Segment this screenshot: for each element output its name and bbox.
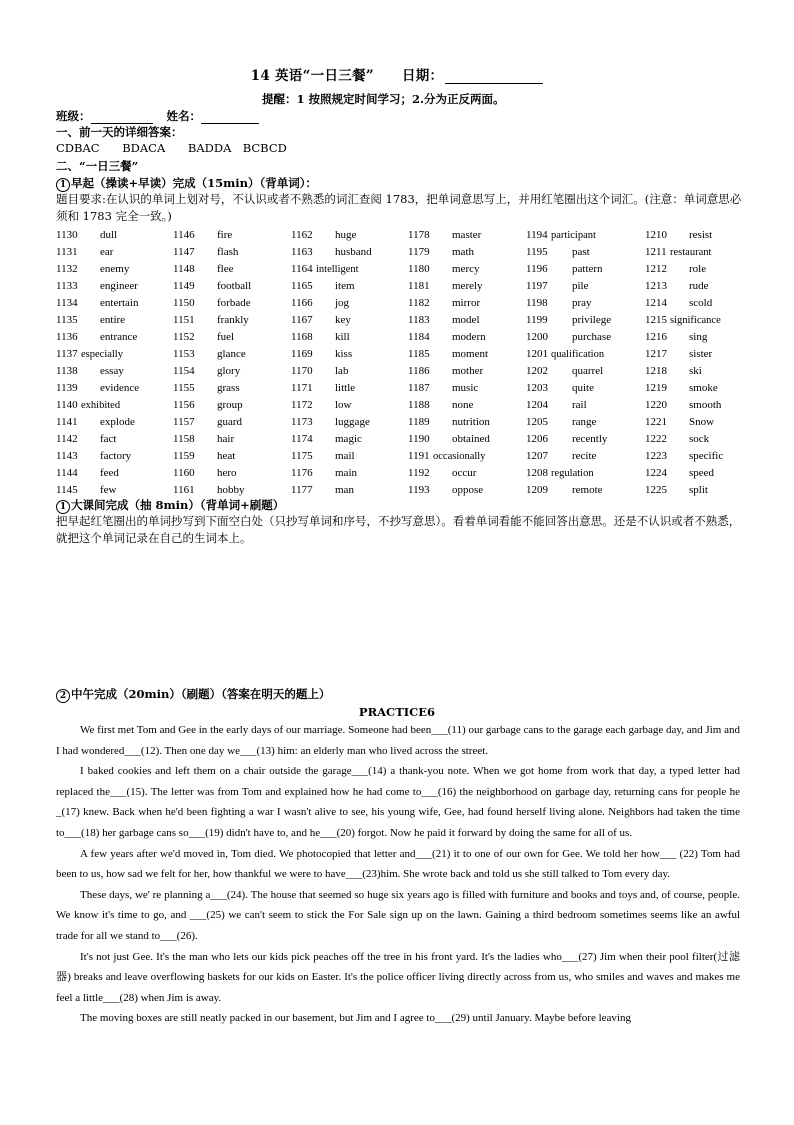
word-number: 1213 — [645, 280, 667, 292]
word-number: 1151 — [173, 314, 195, 326]
part3-heading-text: 中午完成（20min）（刷题）（答案在明天的题上） — [71, 687, 331, 701]
word[interactable]: mirror — [452, 297, 481, 309]
word-number: 1181 — [408, 280, 430, 292]
word[interactable]: flash — [217, 246, 239, 258]
word[interactable]: guard — [217, 416, 243, 428]
word-number: 1199 — [526, 314, 548, 326]
word-number: 1193 — [408, 484, 430, 496]
word-number: 1186 — [408, 365, 430, 377]
word-row — [56, 329, 746, 346]
word[interactable]: scold — [689, 297, 713, 309]
part1-heading — [56, 175, 317, 192]
section1-heading: 一、前一天的详细答案： — [56, 125, 183, 139]
word-row — [56, 312, 746, 329]
word[interactable]: merely — [452, 280, 483, 292]
word[interactable]: dull — [100, 229, 118, 241]
word[interactable]: glance — [217, 348, 246, 360]
word[interactable]: pray — [572, 297, 592, 309]
word-number: 1138 — [56, 365, 78, 377]
word-number: 1130 — [56, 229, 78, 241]
word-number: 1203 — [526, 382, 548, 394]
word[interactable]: purchase — [572, 331, 612, 343]
word-number: 1198 — [526, 297, 548, 309]
word-number: 1212 — [645, 263, 667, 275]
title-text: 14 英语“一日三餐” — [250, 68, 374, 84]
word-number: 1210 — [645, 229, 667, 241]
word-number: 1200 — [526, 331, 548, 343]
page-title — [0, 64, 794, 84]
word[interactable]: recently — [572, 433, 608, 445]
word[interactable]: intelligent — [316, 264, 359, 275]
word[interactable]: Snow — [689, 416, 715, 428]
word[interactable]: obtained — [452, 433, 490, 445]
word[interactable]: recite — [572, 450, 597, 462]
word[interactable]: restaurant — [670, 247, 712, 258]
word-number: 1164 — [291, 263, 313, 275]
word-number: 1172 — [291, 399, 313, 411]
word[interactable]: low — [335, 399, 352, 411]
word[interactable]: math — [452, 246, 474, 258]
word-number: 1223 — [645, 450, 667, 462]
word-number: 1132 — [56, 263, 78, 275]
word[interactable]: ear — [100, 246, 114, 258]
word-number: 1207 — [526, 450, 548, 462]
part2-heading-text: 大课间完成（抽 8min）（背单词+刷题） — [71, 498, 285, 512]
word[interactable]: specific — [689, 450, 724, 462]
word-number: 1202 — [526, 365, 548, 377]
word[interactable]: heat — [217, 450, 236, 462]
word-number: 1211 — [645, 246, 667, 258]
word-number: 1185 — [408, 348, 430, 360]
word-number: 1175 — [291, 450, 313, 462]
circled-number: 1 — [56, 178, 70, 192]
word-number: 1143 — [56, 450, 78, 462]
word-number: 1224 — [645, 467, 667, 479]
word-number: 1156 — [173, 399, 195, 411]
word-number: 1188 — [408, 399, 430, 411]
word-number: 1136 — [56, 331, 78, 343]
word[interactable]: frankly — [217, 314, 249, 326]
name-blank[interactable] — [201, 111, 259, 124]
word[interactable]: quite — [572, 382, 594, 394]
word[interactable]: huge — [335, 229, 357, 241]
word-number: 1159 — [173, 450, 195, 462]
word[interactable]: model — [452, 314, 480, 326]
word[interactable]: little — [335, 382, 356, 394]
word-number: 1191 — [408, 450, 430, 462]
word-number: 1146 — [173, 229, 195, 241]
word[interactable]: jog — [335, 297, 350, 309]
word[interactable]: entertain — [100, 297, 139, 309]
word-row — [56, 278, 746, 295]
word-number: 1149 — [173, 280, 195, 292]
word[interactable]: essay — [100, 365, 124, 377]
word[interactable]: regulation — [551, 468, 594, 479]
word[interactable]: kill — [335, 331, 350, 343]
word-number: 1192 — [408, 467, 430, 479]
word-number: 1150 — [173, 297, 195, 309]
word-number: 1160 — [173, 467, 195, 479]
word-number: 1167 — [291, 314, 313, 326]
word[interactable]: enemy — [100, 263, 130, 275]
word[interactable]: grass — [217, 382, 240, 394]
part2-instruction: 把早起红笔圈出的单词抄写到下面空白处（只抄写单词和序号，不抄写意思）。看着单词看能不能回答出意思。还是不认识或者不熟悉，就把这个单词记录在自己的生词本上。 — [56, 514, 741, 545]
part2-heading — [56, 497, 284, 514]
word[interactable]: hair — [217, 433, 235, 445]
word-number: 1205 — [526, 416, 548, 428]
word-number: 1177 — [291, 484, 313, 496]
word-number: 1219 — [645, 382, 667, 394]
word-row — [56, 414, 746, 431]
word[interactable]: remote — [572, 484, 603, 496]
word-row — [56, 465, 746, 482]
word[interactable]: past — [572, 246, 590, 258]
word-number: 1180 — [408, 263, 430, 275]
word[interactable]: forbade — [217, 297, 251, 309]
word[interactable]: oppose — [452, 484, 484, 496]
word-number: 1142 — [56, 433, 78, 445]
word[interactable]: engineer — [100, 280, 138, 292]
word-number: 1152 — [173, 331, 195, 343]
word-row — [56, 397, 746, 414]
date-label: 日期： — [401, 68, 444, 84]
word-number: 1189 — [408, 416, 430, 428]
passage-paragraph: It's not just Gee. It's the man who lets our kids pick peaches off the tree in his front yard. It's the ladies who___(27) Jim when their pool filter(过滤器) breaks and leave overflowing baskets for our kids on Easter. It's the police officer living directly across from us, who smiles and waves and makes me feel a little___(28) when Jim is away. — [56, 950, 740, 1004]
word-number: 1169 — [291, 348, 313, 360]
word-number: 1221 — [645, 416, 667, 428]
word-number: 1225 — [645, 484, 667, 496]
word[interactable]: luggage — [335, 416, 370, 428]
word-number: 1163 — [291, 246, 313, 258]
word[interactable]: music — [452, 382, 479, 394]
word-number: 1166 — [291, 297, 313, 309]
word-number: 1154 — [173, 365, 195, 377]
passage-paragraph: We first met Tom and Gee in the early days of our marriage. Someone had been___(11) our garbage cans to the garage each garbage day, and Jim and I had wondered___(12). Then one day we___(13) him: an elderly man who lived across the street. — [56, 724, 740, 757]
word-number: 1197 — [526, 280, 548, 292]
practice-passage — [56, 720, 740, 1029]
section2-heading: 二、“一日三餐” — [56, 159, 139, 173]
passage-paragraph: I baked cookies and left them on a chair outside the garage___(14) a thank-you note. When we got home from work that day, a typed letter had replaced the___(15). The letter was from Tom and explained how he had come to___(16) the neighborhood on garbage day, returning cans for people he _(17) knew. Back when he'd been fighting a war I wasn't alive to see, his young wife, Gee, had found herself living alone. Neighbors had taken the time to___(18) her garbage cans so___(19) didn't have to, and he___(20) forgot. Now he paid it forward by doing the same for all of us. — [56, 765, 740, 839]
passage-paragraph: These days, we' re planning a___(24). The house that seemed so huge six years ago is filled with furniture and books and toys and, of course, people. We know it's time to go, and ___(25) we can't seem to stick the For Sale sign up on the lawn. Gaining a third bedroom sometimes seems like an awful trade for all we stand to___(26). — [56, 888, 740, 942]
practice-title: PRACTICE6 — [358, 705, 436, 719]
class-blank[interactable] — [91, 111, 153, 124]
word-number: 1209 — [526, 484, 548, 496]
word-number: 1170 — [291, 365, 313, 377]
word-number: 1171 — [291, 382, 313, 394]
word[interactable]: few — [100, 484, 117, 496]
word-number: 1147 — [173, 246, 195, 258]
word-row — [56, 227, 746, 244]
word-number: 1134 — [56, 297, 78, 309]
word-row — [56, 295, 746, 312]
word[interactable]: sock — [689, 433, 710, 445]
word-number: 1218 — [645, 365, 667, 377]
class-label: 班级： — [56, 109, 91, 123]
word[interactable]: mercy — [452, 263, 480, 275]
word[interactable]: significance — [670, 315, 721, 326]
student-info — [56, 108, 259, 124]
word[interactable]: occur — [452, 467, 477, 479]
word[interactable]: man — [335, 484, 354, 496]
word-number: 1204 — [526, 399, 548, 411]
word[interactable]: hobby — [217, 484, 245, 496]
word-number: 1174 — [291, 433, 313, 445]
word[interactable]: resist — [689, 229, 713, 241]
part1-heading-text: 早起（操读+早读）完成（15min）（背单词）： — [71, 176, 318, 190]
word-number: 1216 — [645, 331, 667, 343]
word-number: 1194 — [526, 229, 548, 241]
word[interactable]: kiss — [335, 348, 353, 360]
word[interactable]: master — [452, 229, 482, 241]
word[interactable]: participant — [551, 230, 596, 241]
word-number: 1196 — [526, 263, 548, 275]
word-number: 1187 — [408, 382, 430, 394]
word[interactable]: sing — [689, 331, 708, 343]
word-number: 1184 — [408, 331, 430, 343]
word-number: 1131 — [56, 246, 78, 258]
word[interactable]: lab — [335, 365, 349, 377]
word-list-table — [56, 227, 746, 499]
copy-area[interactable] — [56, 550, 742, 680]
part3-heading — [56, 686, 330, 703]
word-number: 1157 — [173, 416, 195, 428]
word[interactable]: fuel — [217, 331, 235, 343]
word-number: 1176 — [291, 467, 313, 479]
word[interactable]: especially — [81, 349, 123, 360]
word-row — [56, 244, 746, 261]
word-number: 1139 — [56, 382, 78, 394]
word-number: 1144 — [56, 467, 78, 479]
word-row — [56, 346, 746, 363]
word-number: 1222 — [645, 433, 667, 445]
word-number: 1190 — [408, 433, 430, 445]
word-number: 1137 — [56, 348, 78, 360]
word-number: 1183 — [408, 314, 430, 326]
word-number: 1133 — [56, 280, 78, 292]
word-number: 1195 — [526, 246, 548, 258]
word[interactable]: rail — [572, 399, 587, 411]
word-number: 1145 — [56, 484, 78, 496]
word[interactable]: sister — [689, 348, 713, 360]
circled-number: 2 — [56, 689, 70, 703]
word[interactable]: entire — [100, 314, 126, 326]
part1-instruction: 题目要求:在认识的单词上划对号，不认识或者不熟悉的词汇查阅 1783，把单词意思写上，并用红笔圈出这个词汇。(注意：单词意思必须和 1783 完全一致。) — [56, 192, 742, 223]
word-number: 1168 — [291, 331, 313, 343]
word[interactable]: none — [452, 399, 474, 411]
word[interactable]: key — [335, 314, 351, 326]
word-row — [56, 431, 746, 448]
reminder: 提醒：1 按照规定时间学习；2.分为正反两面。 — [262, 92, 505, 106]
word-row — [56, 363, 746, 380]
word[interactable]: magic — [335, 433, 362, 445]
word[interactable]: range — [572, 416, 597, 428]
date-blank[interactable] — [445, 69, 543, 84]
word-number: 1215 — [645, 314, 667, 326]
word-number: 1158 — [173, 433, 195, 445]
word[interactable]: factory — [100, 450, 132, 462]
word[interactable]: mail — [335, 450, 355, 462]
word[interactable]: moment — [452, 348, 489, 360]
word-number: 1206 — [526, 433, 548, 445]
word[interactable]: entrance — [100, 331, 138, 343]
word-number: 1165 — [291, 280, 313, 292]
word[interactable]: flee — [217, 263, 234, 275]
word-row — [56, 448, 746, 465]
word-number: 1162 — [291, 229, 313, 241]
word[interactable]: qualification — [551, 349, 605, 360]
word[interactable]: pile — [572, 280, 589, 292]
word[interactable]: role — [689, 263, 707, 275]
word[interactable]: explode — [100, 416, 135, 428]
word-number: 1214 — [645, 297, 667, 309]
word[interactable]: nutrition — [452, 416, 490, 428]
word-number: 1220 — [645, 399, 667, 411]
word[interactable]: mother — [452, 365, 484, 377]
word[interactable]: smooth — [689, 399, 722, 411]
word[interactable]: feed — [100, 467, 119, 479]
word-number: 1182 — [408, 297, 430, 309]
word-number: 1179 — [408, 246, 430, 258]
word[interactable]: privilege — [572, 314, 612, 326]
word[interactable]: hero — [217, 467, 237, 479]
circled-number: 1 — [56, 500, 70, 514]
word[interactable]: smoke — [689, 382, 718, 394]
word-number: 1173 — [291, 416, 313, 428]
word-number: 1208 — [526, 467, 548, 479]
previous-answers: CDBAC BDACA BADDA BCBCD — [56, 141, 287, 155]
word[interactable]: rude — [689, 280, 709, 292]
word-row — [56, 261, 746, 278]
word-number: 1135 — [56, 314, 78, 326]
word-number: 1161 — [173, 484, 195, 496]
word[interactable]: pattern — [572, 263, 603, 275]
word-row — [56, 380, 746, 397]
word-number: 1178 — [408, 229, 430, 241]
name-label: 姓名： — [166, 109, 201, 123]
word[interactable]: glory — [217, 365, 241, 377]
word[interactable]: husband — [335, 246, 372, 258]
word[interactable]: evidence — [100, 382, 140, 394]
word[interactable]: fire — [217, 229, 233, 241]
word[interactable]: split — [689, 484, 708, 496]
word[interactable]: ski — [689, 365, 702, 377]
word-number: 1148 — [173, 263, 195, 275]
word[interactable]: fact — [100, 433, 117, 445]
word-number: 1155 — [173, 382, 195, 394]
word[interactable]: quarrel — [572, 365, 604, 377]
word-number: 1141 — [56, 416, 78, 428]
word-number: 1217 — [645, 348, 667, 360]
word[interactable]: main — [335, 467, 357, 479]
word[interactable]: exhibited — [81, 400, 121, 411]
word-number: 1153 — [173, 348, 195, 360]
passage-paragraph: A few years after we'd moved in, Tom died. We photocopied that letter and___(21) it to one of our own for Gee. We told her how___ (22) Tom had been to us, how sad we felt for her, how thankful we were to have___(23)him. She wrote back and told us she still talked to Tom every day. — [56, 847, 740, 881]
word-number: 1201 — [526, 348, 548, 360]
word[interactable]: item — [335, 280, 355, 292]
passage-paragraph: The moving boxes are still neatly packed in our basement, but Jim and I agree to___(29) until January. Maybe before leaving — [80, 1012, 631, 1025]
word[interactable]: speed — [689, 467, 715, 479]
word[interactable]: modern — [452, 331, 486, 343]
word-number: 1140 — [56, 399, 78, 411]
word[interactable]: group — [217, 399, 243, 411]
word[interactable]: occasionally — [433, 451, 486, 462]
word[interactable]: football — [217, 280, 252, 292]
